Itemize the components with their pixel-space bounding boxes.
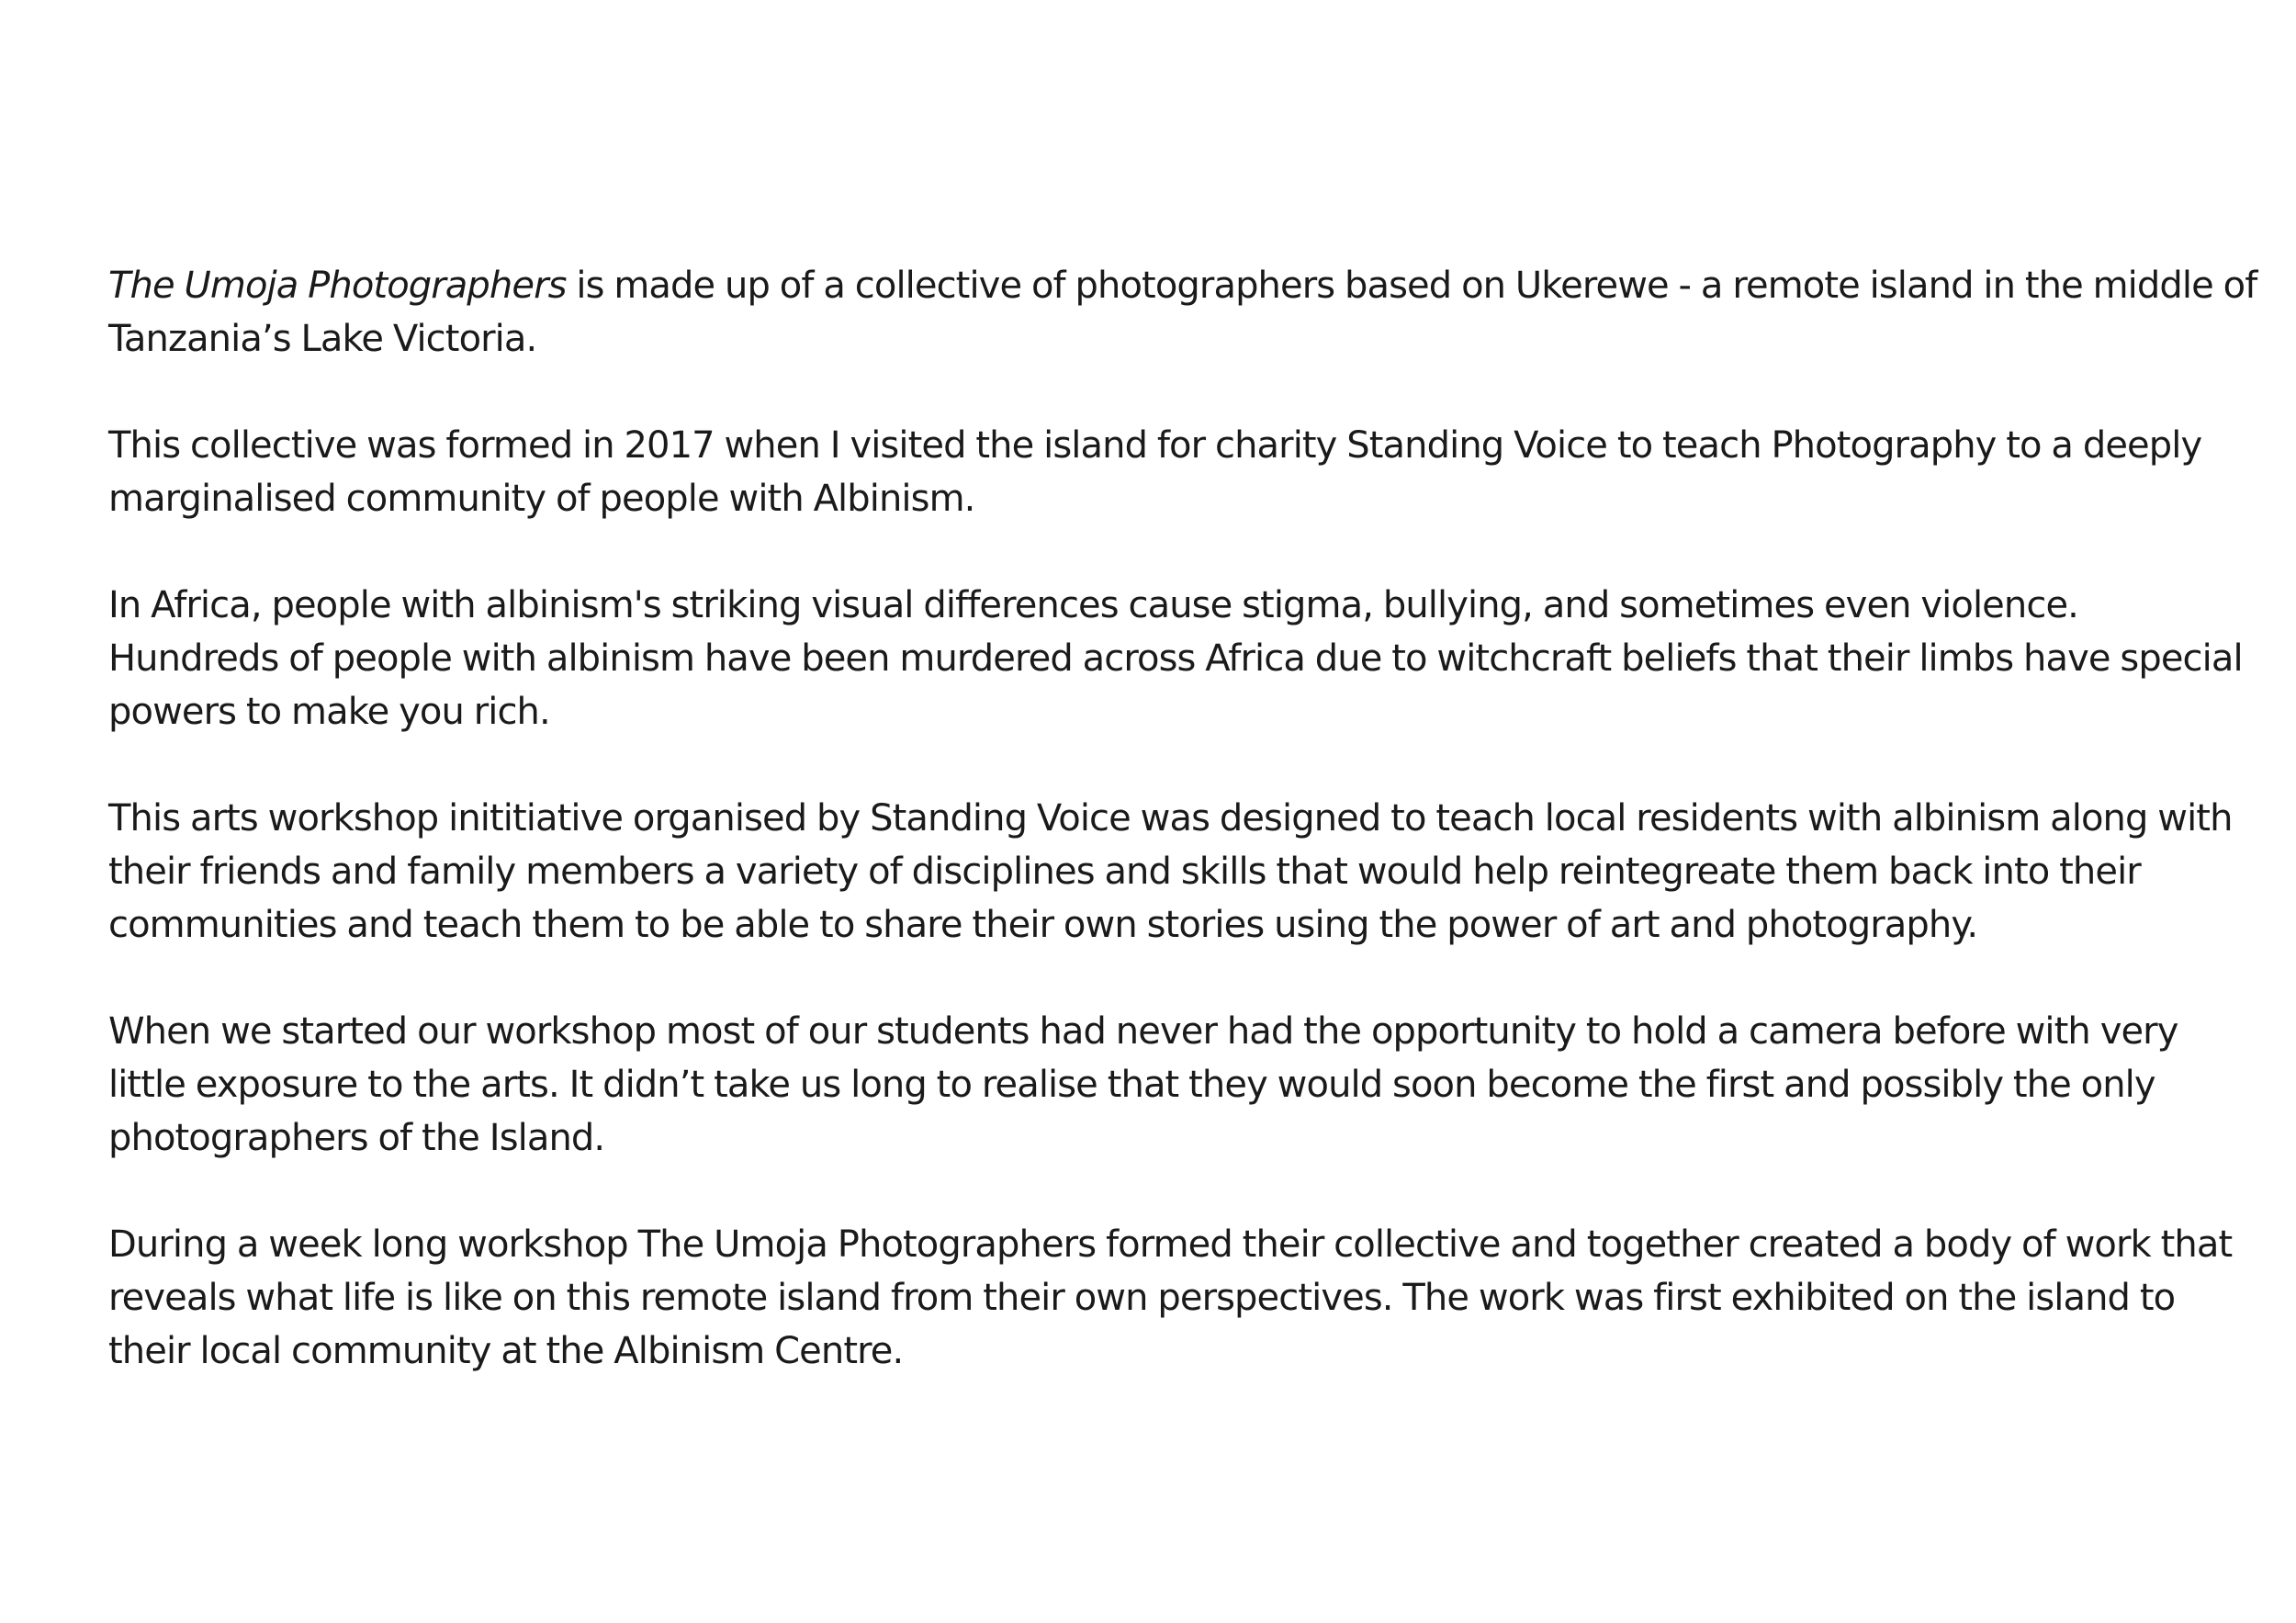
- paragraph-workshop-start: When we started our workshop most of our students had never had the opportunity to hold a camera before with very little exposure to the arts. It didn’t take us long to realise that they would soon become the first and possibly the only photographers of the Island.: [108, 1010, 2178, 1159]
- body-text: [108, 259, 2257, 1378]
- paragraph-intro: [108, 259, 2257, 366]
- collective-name: The Umoja Photographers: [108, 265, 567, 307]
- paragraph-outcome: During a week long workshop The Umoja Photographers formed their collective and together created a body of work that reveals what life is like on this remote island from their own perspectives. The work was first exhibited on the island to their local community at the Albinism Centre.: [108, 1223, 2233, 1372]
- paragraph-formation: This collective was formed in 2017 when I visited the island for charity Standing Voice to teach Photography to a deeply marginalised community of people with Albinism.: [108, 424, 2202, 520]
- paragraph-context: In Africa, people with albinism's striking visual differences cause stigma, bullying, and sometimes even violence. Hundreds of people with albinism have been murdered across Africa due to witchcraft beliefs that their limbs have special powers to make you rich.: [108, 584, 2243, 733]
- paragraph-intro-text: is made up of a collective of photographers based on Ukerewe - a remote island in the middle of Tanzania’s Lake Victoria.: [108, 265, 2257, 360]
- paragraph-initiative: This arts workshop inititiative organised by Standing Voice was designed to teach local residents with albinism along with their friends and family members a variety of disciplines and skills that would help reintegreate them back into their communities and teach them to be able to share their own stories using the power of art and photography.: [108, 797, 2233, 946]
